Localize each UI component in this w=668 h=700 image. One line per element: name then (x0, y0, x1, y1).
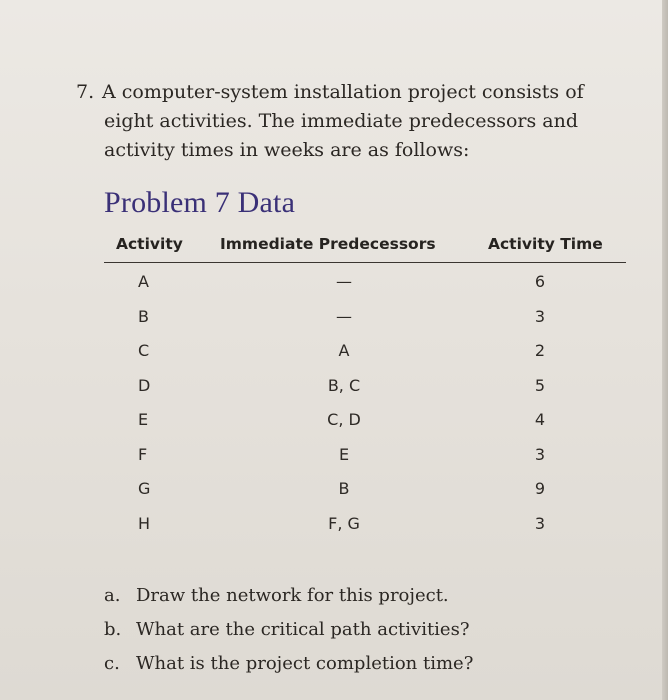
table-row (104, 470, 626, 505)
cell-predecessors: B (338, 479, 350, 498)
question-item (104, 619, 584, 653)
cell-time: 3 (534, 444, 546, 464)
data-table-title: Problem 7 Data (104, 186, 296, 219)
question-text: Draw the network for this project. (136, 585, 449, 606)
cell-time: 4 (534, 410, 546, 429)
table-header (104, 232, 626, 263)
header-activity-time: Activity Time (488, 235, 603, 253)
table-row (104, 505, 626, 540)
activity-table (104, 232, 626, 539)
cell-activity: A (138, 272, 149, 291)
table-row (104, 332, 626, 367)
cell-time: 3 (534, 306, 546, 326)
question-text: What is the project completion time? (136, 653, 474, 674)
cell-time: 6 (534, 272, 546, 291)
table-row (104, 263, 626, 298)
table-row (104, 436, 626, 471)
problem-text-1: A computer-system installation project consists of (102, 81, 584, 103)
header-immediate-predecessors: Immediate Predecessors (220, 235, 436, 253)
questions-list (104, 585, 584, 687)
cell-time: 3 (534, 513, 546, 533)
problem-line-3: activity times in weeks are as follows: (104, 139, 470, 161)
table-row (104, 401, 626, 436)
question-item (104, 585, 584, 619)
question-label: c. (104, 653, 120, 674)
cell-activity: E (138, 410, 149, 429)
cell-predecessors: C, D (327, 410, 361, 429)
cell-activity: D (138, 375, 151, 395)
cell-activity: G (138, 479, 151, 498)
cell-activity: F (138, 444, 148, 464)
problem-line-1 (76, 78, 596, 107)
cell-time: 9 (534, 479, 546, 498)
table-row (104, 367, 626, 402)
header-activity: Activity (116, 235, 183, 253)
cell-predecessors: E (338, 444, 350, 464)
cell-predecessors: A (338, 341, 350, 360)
table-row (104, 298, 626, 333)
question-item (104, 653, 584, 687)
cell-predecessors: B, C (327, 375, 361, 395)
table-body (104, 263, 626, 539)
problem-statement (76, 78, 596, 165)
cell-activity: C (138, 341, 150, 360)
cell-predecessors: — (336, 306, 352, 326)
question-label: b. (104, 619, 122, 640)
cell-activity: B (138, 306, 149, 326)
cell-time: 2 (534, 341, 546, 360)
cell-activity: H (138, 513, 151, 533)
cell-predecessors: — (336, 272, 352, 291)
page-edge (662, 0, 668, 700)
cell-time: 5 (534, 375, 546, 395)
question-label: a. (104, 585, 121, 606)
cell-predecessors: F, G (328, 513, 360, 533)
question-text: What are the critical path activities? (136, 619, 470, 640)
problem-line-2: eight activities. The immediate predecessors and (104, 110, 579, 132)
problem-number: 7. (76, 81, 95, 103)
